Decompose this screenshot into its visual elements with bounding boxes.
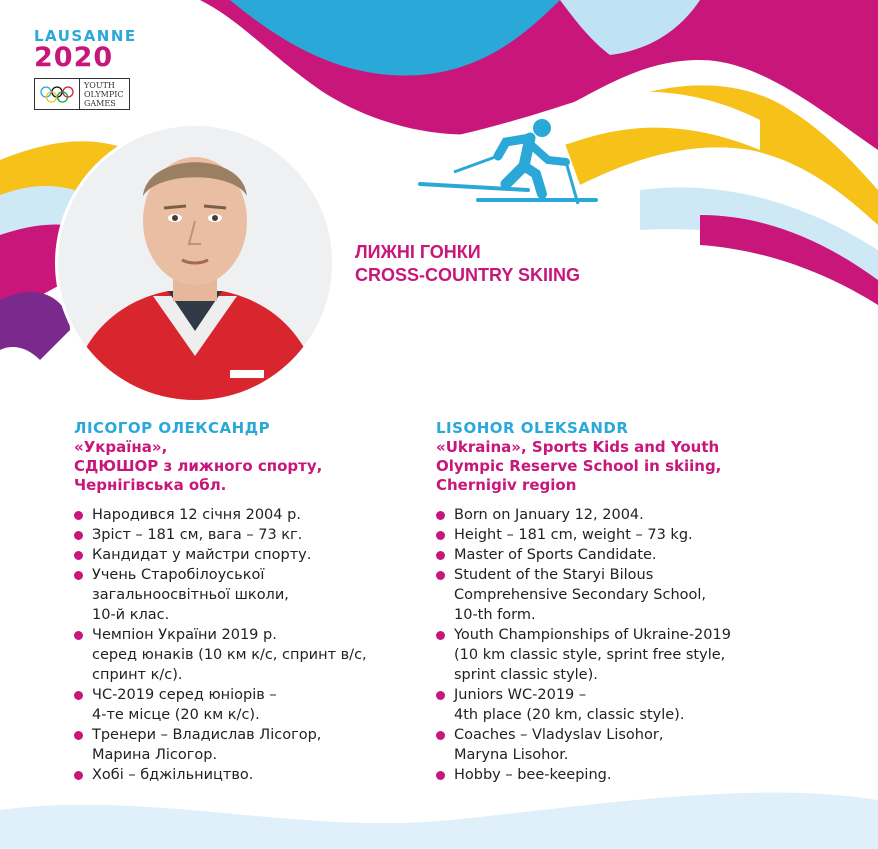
fact-text: Master of Sports Candidate. <box>454 547 657 563</box>
cross-country-skier-icon <box>418 114 598 214</box>
org-line: Chernigiv region <box>436 476 577 494</box>
sport-title-uk: ЛИЖНІ ГОНКИ <box>355 242 481 262</box>
logo-olympic-box <box>34 78 130 110</box>
list-item <box>436 685 786 725</box>
fact-text: Учень Старобілоуської загальноосвітньої школи, 10-й клас. <box>92 567 289 623</box>
fact-text: Born on January 12, 2004. <box>454 507 644 523</box>
sport-title-en: CROSS-COUNTRY SKIING <box>355 265 581 285</box>
list-item <box>436 765 786 785</box>
bullet-dot-icon <box>74 771 83 780</box>
fact-text: Зріст – 181 см, вага – 73 кг. <box>92 527 303 543</box>
bullet-dot-icon <box>74 531 83 540</box>
sport-title <box>355 241 580 287</box>
fact-text: Student of the Staryi Bilous Comprehensive Secondary School, 10-th form. <box>454 567 707 623</box>
bullet-dot-icon <box>436 551 445 560</box>
bullet-dot-icon <box>436 771 445 780</box>
fact-text: Тренери – Владислав Лісогор, Марина Лісогор. <box>92 727 322 763</box>
athlete-name-en: LISOHOR OLEKSANDR <box>436 419 629 437</box>
bio-column-english <box>436 418 786 785</box>
logo-year: 2020 <box>34 42 114 73</box>
athlete-org-en <box>436 438 786 495</box>
bullet-dot-icon <box>436 571 445 580</box>
facts-list-uk <box>74 505 404 785</box>
fact-text: Кандидат у майстри спорту. <box>92 547 312 563</box>
bullet-dot-icon <box>74 731 83 740</box>
athlete-org-uk <box>74 438 404 495</box>
bio-column-ukrainian <box>74 418 404 785</box>
bottom-wave <box>0 793 878 849</box>
list-item <box>436 525 786 545</box>
bullet-dot-icon <box>74 631 83 640</box>
bullet-dot-icon <box>436 531 445 540</box>
athlete-photo <box>58 126 332 400</box>
list-item <box>74 625 404 685</box>
list-item <box>74 545 404 565</box>
bullet-dot-icon <box>74 511 83 520</box>
bullet-dot-icon <box>436 691 445 700</box>
athlete-portrait-illustration <box>58 126 332 400</box>
fact-text: Hobby – bee-keeping. <box>454 767 612 783</box>
list-item <box>436 625 786 685</box>
list-item <box>436 565 786 625</box>
facts-list-en <box>436 505 786 785</box>
list-item <box>74 505 404 525</box>
fact-text: Хобі – бджільництво. <box>92 767 254 783</box>
list-item <box>74 565 404 625</box>
olympic-rings-icon <box>35 79 80 109</box>
fact-text: ЧС-2019 серед юніорів – 4-те місце (20 км к/с). <box>92 687 277 723</box>
logo-tagline: YOUTH OLYMPIC GAMES <box>84 80 124 108</box>
org-line: Чернігівська обл. <box>74 476 227 494</box>
list-item <box>436 545 786 565</box>
fact-text: Чемпіон України 2019 р. серед юнаків (10 км к/с, спринт в/с, спринт к/с). <box>92 627 367 683</box>
fact-text: Coaches – Vladyslav Lisohor, Maryna Lisohor. <box>454 727 664 763</box>
list-item <box>436 505 786 525</box>
bullet-dot-icon <box>436 511 445 520</box>
org-line: СДЮШОР з лижного спорту, <box>74 457 323 475</box>
logo-event: LAUSANNE <box>34 27 137 45</box>
list-item <box>74 685 404 725</box>
bullet-dot-icon <box>74 551 83 560</box>
bullet-dot-icon <box>436 731 445 740</box>
lausanne-2020-logo <box>34 27 137 110</box>
bullet-dot-icon <box>74 691 83 700</box>
list-item <box>74 765 404 785</box>
list-item <box>436 725 786 765</box>
bullet-dot-icon <box>74 571 83 580</box>
fact-text: Народився 12 січня 2004 р. <box>92 507 301 523</box>
list-item <box>74 725 404 765</box>
fact-text: Youth Championships of Ukraine-2019 (10 km classic style, sprint free style, sprint classic style). <box>454 627 731 683</box>
bullet-dot-icon <box>436 631 445 640</box>
org-line: «Україна», <box>74 438 168 456</box>
org-line: «Ukraina», Sports Kids and Youth <box>436 438 720 456</box>
fact-text: Juniors WC-2019 – 4th place (20 km, classic style). <box>454 687 685 723</box>
athlete-name-uk: ЛІСОГОР ОЛЕКСАНДР <box>74 419 271 437</box>
list-item <box>74 525 404 545</box>
fact-text: Height – 181 cm, weight – 73 kg. <box>454 527 693 543</box>
org-line: Olympic Reserve School in skiing, <box>436 457 722 475</box>
purple-wave-left <box>0 292 70 360</box>
